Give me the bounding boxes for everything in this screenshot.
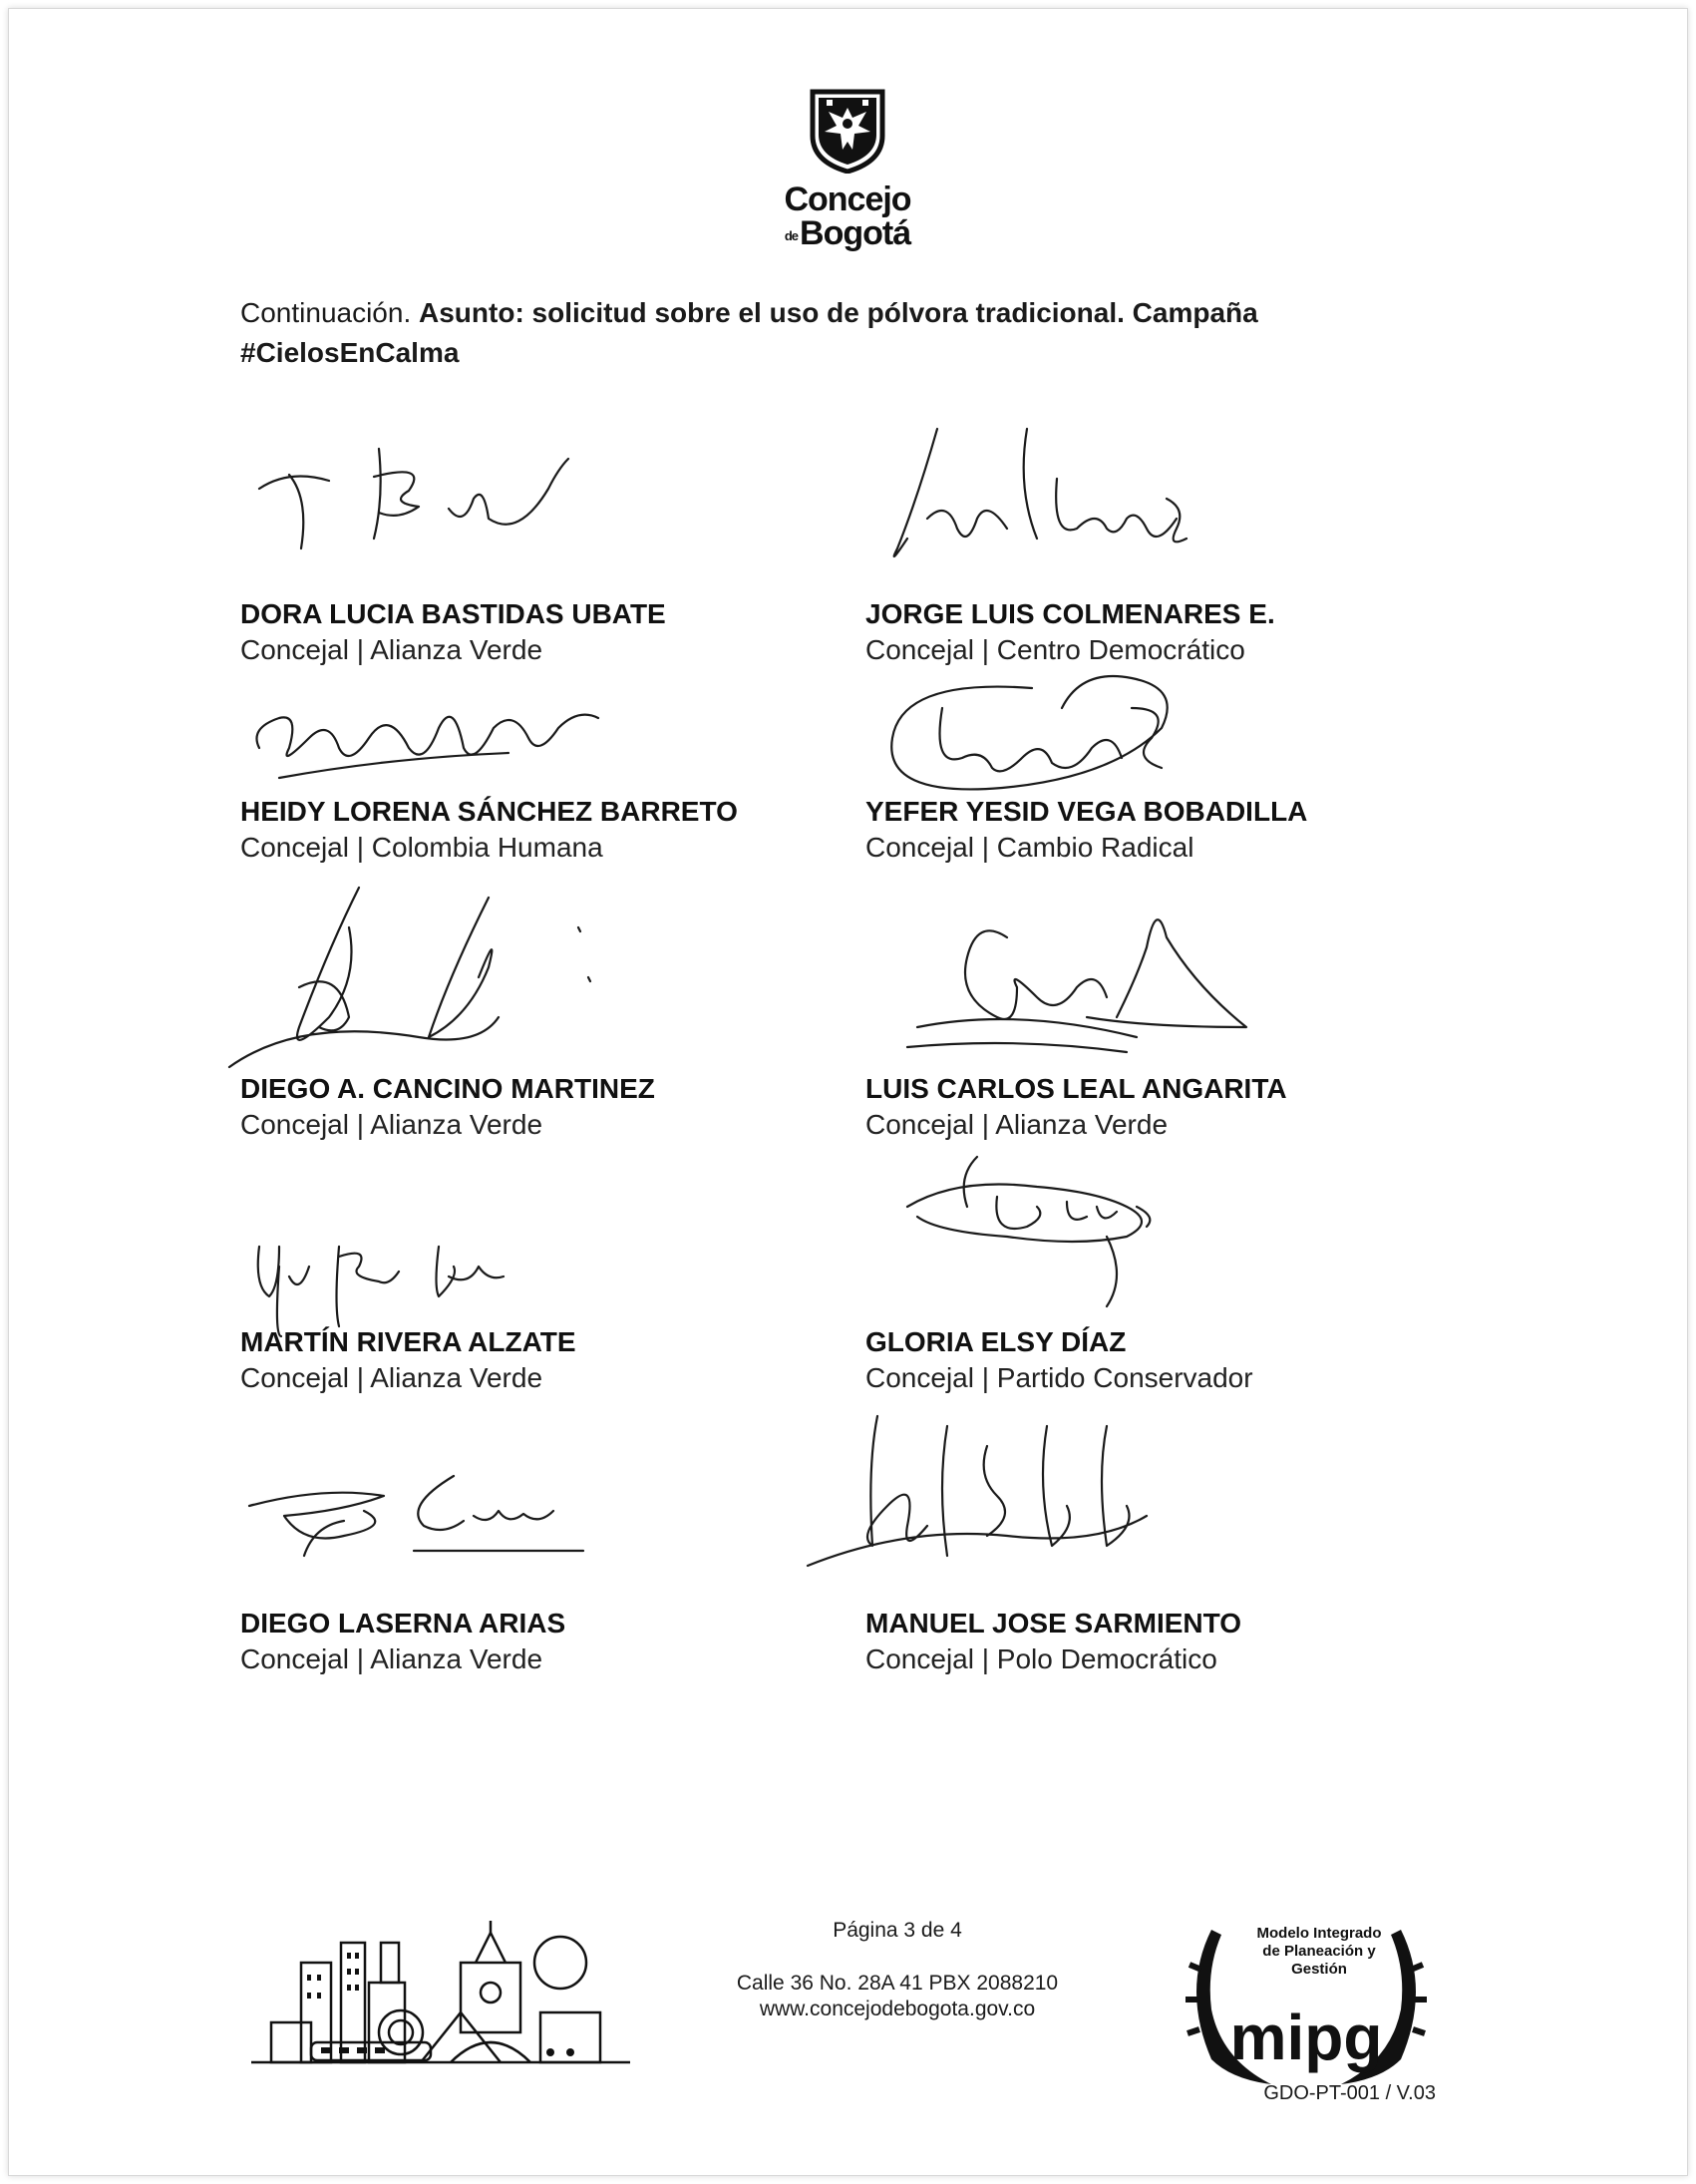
signature-cancino <box>219 868 618 1067</box>
footer-website: www.concejodebogota.gov.co <box>759 1998 1036 2020</box>
signer-name: LUIS CARLOS LEAL ANGARITA <box>865 1073 1287 1104</box>
signer-block <box>865 596 1464 668</box>
logo-word-concejo: Concejo <box>784 181 911 218</box>
footer-address-block <box>648 1971 1147 2022</box>
signer-role: Concejal | Alianza Verde <box>240 1643 543 1674</box>
signer-block <box>865 1071 1464 1143</box>
footer-address: Calle 36 No. 28A 41 PBX 2088210 <box>736 1972 1059 1995</box>
signature-diaz <box>897 1147 1177 1316</box>
signature-sarmiento <box>808 1406 1167 1596</box>
signer-block <box>240 1324 839 1396</box>
signer-block <box>865 1606 1464 1677</box>
signer-role: Concejal | Partido Conservador <box>865 1362 1253 1393</box>
signer-name: DIEGO A. CANCINO MARTINEZ <box>240 1073 655 1104</box>
signer-name: GLORIA ELSY DÍAZ <box>865 1326 1127 1357</box>
signer-role: Concejal | Colombia Humana <box>240 832 603 863</box>
signer-role: Concejal | Alianza Verde <box>865 1109 1169 1140</box>
signer-role: Concejal | Cambio Radical <box>865 832 1194 863</box>
signature-leal <box>897 878 1256 1057</box>
signature-colmenares <box>877 419 1206 568</box>
signer-role: Concejal | Alianza Verde <box>240 1362 543 1393</box>
mipg-line-2: de Planeación y <box>1262 1943 1376 1960</box>
signer-block <box>865 794 1464 866</box>
mipg-caption <box>1234 1925 1404 1979</box>
signer-name: DIEGO LASERNA ARIAS <box>240 1608 566 1638</box>
signer-role: Concejal | Centro Democrático <box>865 634 1245 665</box>
signature-bastidas <box>249 429 588 558</box>
signer-block <box>240 794 839 866</box>
signer-block <box>240 1606 839 1677</box>
coat-of-arms-icon <box>809 88 886 174</box>
mipg-word: mipg <box>1229 2002 1383 2073</box>
signer-name: MANUEL JOSE SARMIENTO <box>865 1608 1242 1638</box>
signer-name: JORGE LUIS COLMENARES E. <box>865 598 1275 629</box>
signer-role: Concejal | Alianza Verde <box>240 1109 543 1140</box>
subject-line <box>240 293 1417 373</box>
logo-word-bogota: deBogotá <box>784 214 911 252</box>
signature-sanchez <box>239 688 608 788</box>
page-number: Página 3 de 4 <box>833 1919 962 1942</box>
mipg-line-1: Modelo Integrado <box>1256 1925 1382 1942</box>
concejo-logo <box>768 88 927 257</box>
signer-name: MARTÍN RIVERA ALZATE <box>240 1326 576 1357</box>
signer-name: YEFER YESID VEGA BOBADILLA <box>865 796 1308 827</box>
signer-block <box>240 596 839 668</box>
signature-laserna <box>244 1466 583 1561</box>
signature-rivera <box>239 1227 509 1336</box>
mipg-line-3: Gestión <box>1291 1961 1347 1978</box>
signer-block <box>240 1071 839 1143</box>
subject-text: Asunto: solicitud sobre el uso de pólvora tradicional. Campaña #CielosEnCalma <box>240 297 1258 368</box>
signer-block <box>865 1324 1464 1396</box>
signer-role: Concejal | Polo Democrático <box>865 1643 1217 1674</box>
city-skyline-icon <box>251 1913 630 2072</box>
subject-prefix: Continuación. <box>240 297 420 328</box>
signer-name: DORA LUCIA BASTIDAS UBATE <box>240 598 666 629</box>
signer-role: Concejal | Alianza Verde <box>240 634 543 665</box>
signer-name: HEIDY LORENA SÁNCHEZ BARRETO <box>240 796 738 827</box>
document-code: GDO-PT-001 / V.03 <box>1263 2082 1436 2104</box>
